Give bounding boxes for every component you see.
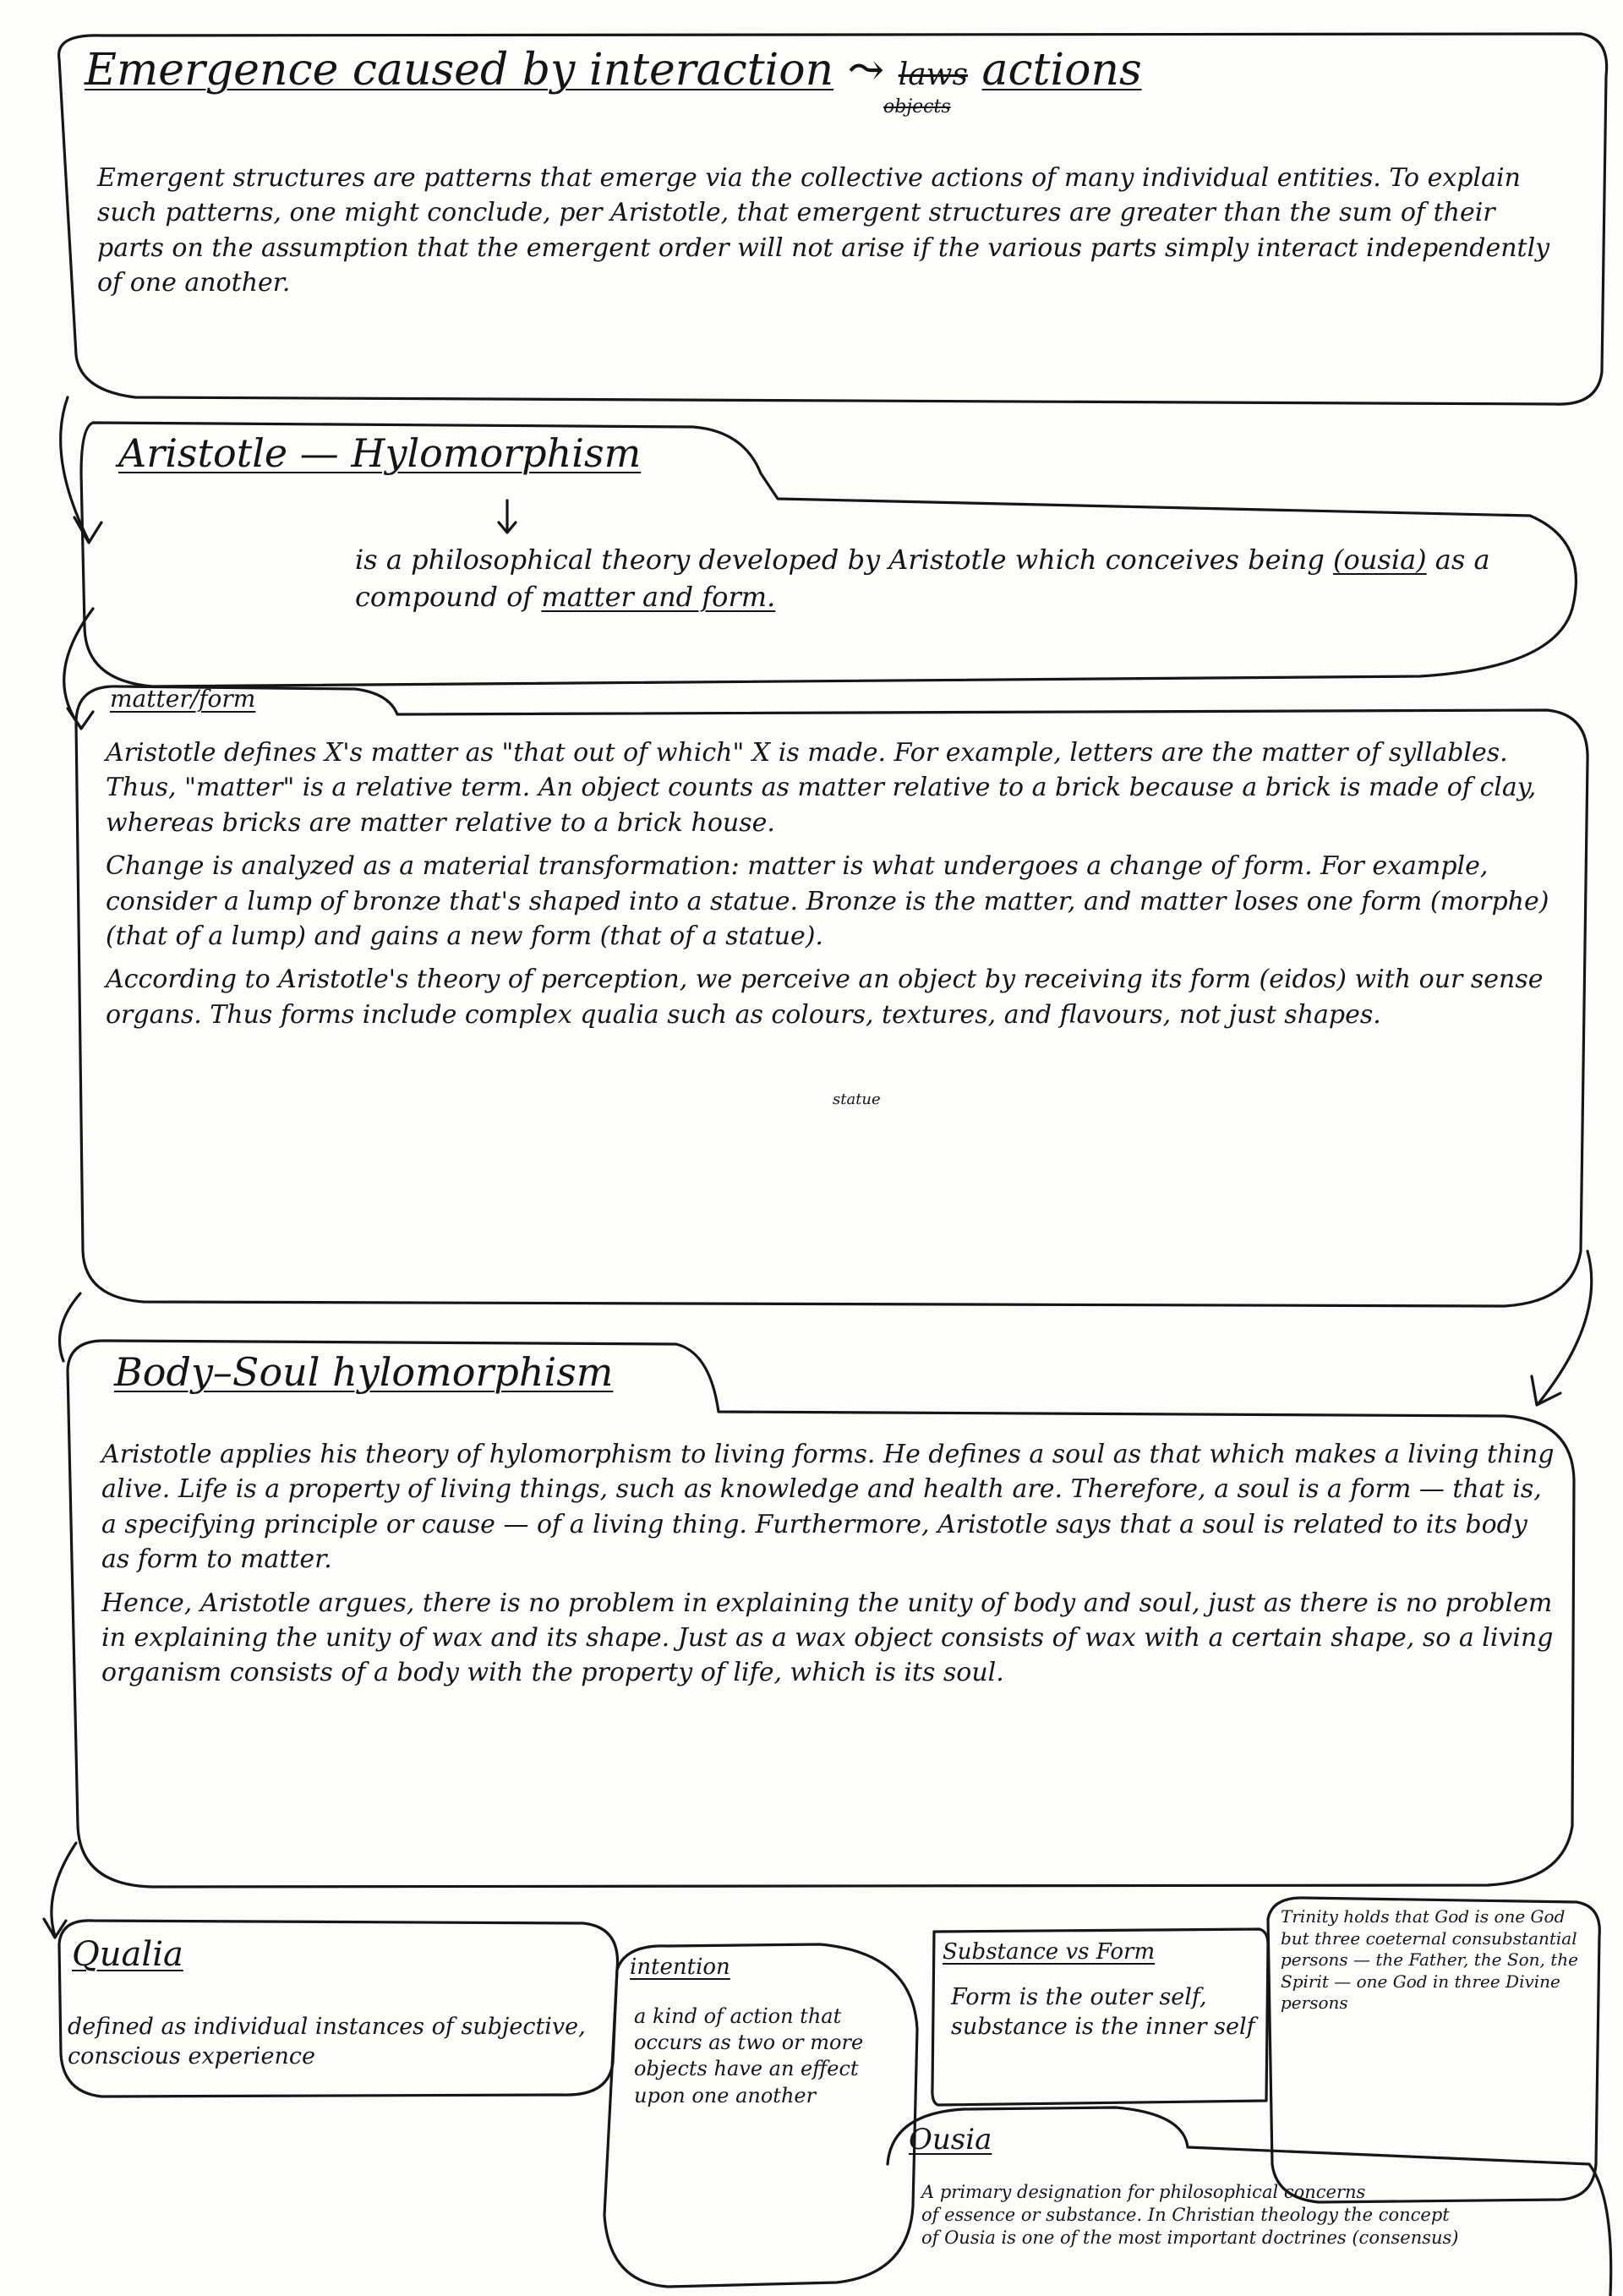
statue-annotation: statue	[833, 1091, 881, 1108]
aristotle-definition	[355, 541, 1555, 615]
down-arrow-head	[499, 522, 516, 533]
body-soul-heading: Body–Soul hylomorphism	[114, 1349, 614, 1395]
page-title-row	[85, 41, 1142, 101]
emergence-text: Emergent structures are patterns that emerge via the collective actions of many individual entities. To explain such patterns, one might conclude, per Aristotle, that emergent structures are greater than the sum of their parts on the assumption that the emergent order will not arise if the various parts simply interact independently of one another.	[97, 163, 1550, 298]
left-arrow-1	[61, 397, 89, 541]
matter-form-para-3: According to Aristotle's theory of perception, we perceive an object by receiving its form (eidos) with our sense organs. Thus forms include complex qualia such as colours, textures, and flavours, not just shapes.	[106, 965, 1544, 1030]
left-arrow-2-head	[68, 708, 93, 729]
title-arrow-icon: ⤳	[847, 45, 885, 96]
body-soul-para-1: Aristotle applies his theory of hylomorphism to living forms. He defines a soul as that which makes a living thing alive. Life is a property of living things, such as knowledge and health are. Therefore, a soul is a form — that is, a specifying principle or cause — of a living thing. Furthermore, Aristotle says that a soul is related to its body as form to matter.	[101, 1440, 1555, 1575]
title-actions: actions	[981, 45, 1142, 96]
ousia-text	[921, 2181, 1598, 2250]
aristotle-heading: Aristotle — Hylomorphism	[118, 430, 642, 476]
right-arrow	[1538, 1251, 1592, 1403]
intention-text: a kind of action that occurs as two or more objects have an effect upon one another	[634, 2004, 864, 2107]
left-arrow-4	[52, 1843, 76, 1936]
left-arrow-1-head	[74, 517, 101, 543]
intention-bubble-outline	[604, 1944, 917, 2287]
body-soul-body	[101, 1437, 1555, 1699]
substance-text: Form is the outer self, substance is the inner self	[951, 1984, 1255, 2041]
qualia-heading: Qualia	[72, 1935, 183, 1974]
matter-form-body	[106, 735, 1560, 1041]
trinity-text: Trinity holds that God is one God but three coeternal consubstantial persons — the Father, the Son, the Spirit — one God in three Divine persons	[1281, 1906, 1578, 2014]
matter-and-form-term: matter and form.	[541, 581, 776, 614]
ousia-line-2: of essence or substance. In Christian theology the concept	[921, 2204, 1450, 2225]
page-title: Emergence caused by interaction	[85, 45, 834, 96]
left-arrow-2	[64, 609, 93, 727]
qualia-text: defined as individual instances of subjective, conscious experience	[68, 2014, 586, 2070]
intention-heading: intention	[630, 1954, 730, 1980]
matter-form-para-2: Change is analyzed as a material transformation: matter is what undergoes a change of form. For example, consider a lump of bronze that's shaped into a statue. Bronze is the matter, and matter loses one form (morphe) (that of a lump) and gains a new form (that of a statue).	[106, 851, 1549, 951]
title-struck-word: laws	[898, 57, 968, 92]
aristotle-definition-mid: as a compound of	[355, 544, 1490, 614]
ousia-heading: Ousia	[909, 2123, 992, 2157]
aristotle-definition-pre: is a philosophical theory developed by Aristotle which conceives being	[355, 544, 1325, 576]
matter-form-para-1: Aristotle defines X's matter as "that out of which" X is made. For example, letters are the matter of syllables. Thus, "matter" is a relative term. An object counts as matter relative to a brick because a brick is made of clay, whereas bricks are matter relative to a brick house.	[106, 738, 1537, 838]
ousia-line-1: A primary designation for philosophical concerns	[921, 2182, 1366, 2202]
right-arrow-head	[1532, 1376, 1560, 1405]
body-soul-para-2: Hence, Aristotle argues, there is no problem in explaining the unity of body and soul, just as there is no problem in explaining the unity of wax and its shape. Just as a wax object consists of wax with a certain shape, so a living organism consists of a body with the property of life, which is its soul.	[101, 1588, 1554, 1688]
title-struck-below: objects	[883, 96, 951, 118]
left-arrow-4-head	[44, 1919, 66, 1938]
substance-heading: Substance vs Form	[943, 1939, 1156, 1965]
ousia-term: (ousia)	[1333, 544, 1427, 576]
matter-form-heading: matter/form	[110, 685, 256, 713]
left-arrow-3	[60, 1293, 81, 1361]
ousia-line-3: of Ousia is one of the most important doctrines (consensus)	[921, 2227, 1459, 2248]
